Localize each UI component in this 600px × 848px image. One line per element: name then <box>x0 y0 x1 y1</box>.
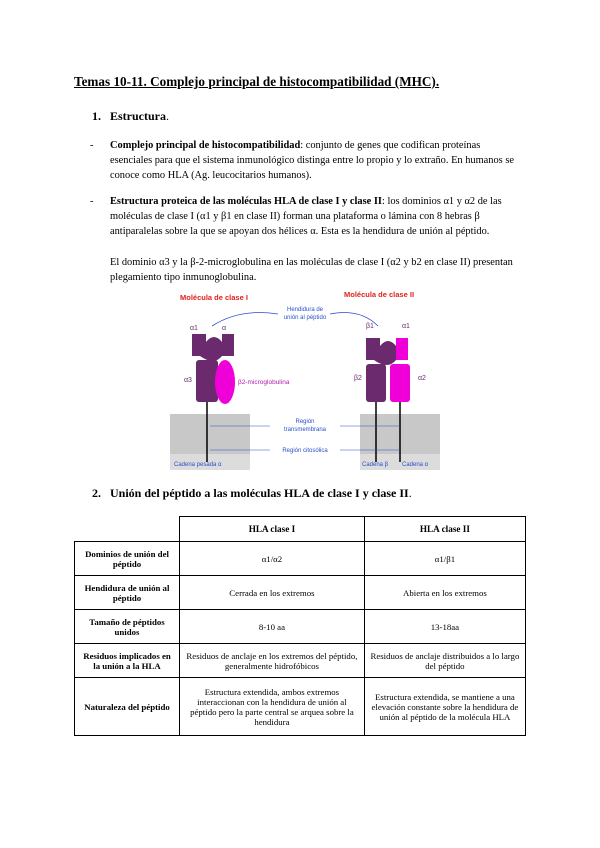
bullet-protein-structure <box>92 194 524 239</box>
cell-class1: Residuos de anclaje en los extremos del péptido, generalmente hidrofóbicos <box>180 644 365 678</box>
header-class2: HLA clase II <box>364 517 525 542</box>
label-alpha2-class2: α2 <box>418 375 426 382</box>
section-title: Estructura <box>110 109 166 123</box>
row-label: Residuos implicados en la unión a la HLA <box>75 644 180 678</box>
membrane-class1 <box>170 414 250 454</box>
label-class2: Molécula de clase II <box>344 290 415 299</box>
label-hendidura-1: Hendidura de <box>286 307 324 313</box>
table-row <box>75 576 526 610</box>
row-label: Hendidura de unión al péptido <box>75 576 180 610</box>
bullet-dash: - <box>90 140 94 151</box>
header-class1: HLA clase I <box>180 517 365 542</box>
cell-class2: Residuos de anclaje distribuidos a lo largo del péptido <box>364 644 525 678</box>
bullet-term: Estructura proteica de las moléculas HLA de clase I y clase II <box>110 196 382 207</box>
table-row <box>75 610 526 644</box>
table-header-row <box>75 517 526 542</box>
cell-class2: 13-18aa <box>364 610 525 644</box>
label-alpha1: α1 <box>190 325 198 332</box>
section-2-heading <box>92 486 412 501</box>
table-row <box>75 644 526 678</box>
row-label: Naturaleza del péptido <box>75 678 180 736</box>
table-row <box>75 678 526 736</box>
label-cadena-a: Cadena α <box>402 462 429 468</box>
section-title: Unión del péptido a las moléculas HLA de clase I y clase II <box>110 486 409 500</box>
label-cadena-b: Cadena β <box>362 462 389 468</box>
label-cadena-pesada: Cadena pesada α <box>174 462 222 468</box>
row-label: Tamaño de péptidos unidos <box>75 610 180 644</box>
section-title-suffix: . <box>166 109 169 123</box>
bullet-text: : los dominios α1 y α2 de las moléculas de clase I (α1 y β1 en clase II) forman una plataforma o lámina con 8 hebras β antiparalelas sobre la que se apoyan dos hélices α. Esta es la hendidura de unión al péptido. <box>110 196 502 237</box>
section-title-suffix: . <box>408 486 412 500</box>
bullet-mhc-definition <box>92 138 524 183</box>
mhc-structure-diagram <box>170 286 440 470</box>
label-beta2: β2 <box>354 375 362 382</box>
table-corner <box>75 517 180 542</box>
label-beta1: β1 <box>366 323 374 330</box>
label-hendidura-2: unión al péptido <box>283 315 327 321</box>
arrow-hendidura-left <box>212 313 278 327</box>
cell-class2: α1/β1 <box>364 542 525 576</box>
label-alpha1-class2: α1 <box>402 323 410 330</box>
cell-class1: 8-10 aa <box>180 610 365 644</box>
row-label: Dominios de unión del péptido <box>75 542 180 576</box>
label-alpha3: α3 <box>184 377 192 384</box>
cell-class1: Cerrada en los extremos <box>180 576 365 610</box>
label-b2m: β2-microglobulina <box>238 379 290 386</box>
cell-class1: Estructura extendida, ambos extremos interaccionan con la hendidura de unión al péptido pero la parte central se arquea sobre la hendidura <box>180 678 365 736</box>
paragraph-ig-fold: El dominio α3 y la β-2-microglobulina en las moléculas de clase I (α2 y b2 en clase II) presentan plegamiento tipo inmunoglobulina. <box>110 257 513 283</box>
bullet-term: Complejo principal de histocompatibilidad <box>110 140 301 151</box>
cell-class2: Abierta en los extremos <box>364 576 525 610</box>
hla-comparison-table <box>74 516 526 736</box>
section-1-heading <box>92 109 169 124</box>
page-title: Temas 10-11. Complejo principal de histocompatibilidad (MHC). <box>74 74 440 89</box>
section-number: 2. <box>92 486 101 500</box>
bullet-text: : conjunto de genes que codifican proteínas esenciales para que el sistema inmunológico distinga entre lo propio y lo extraño. En humanos se conoce como HLA (Ag. leucocitarios humanos). <box>110 140 514 181</box>
table-row <box>75 542 526 576</box>
bullet-dash: - <box>90 196 94 207</box>
cell-class1: α1/α2 <box>180 542 365 576</box>
section-number: 1. <box>92 109 101 123</box>
label-region-tm-1: Región <box>295 419 315 425</box>
label-region-cyt: Región citosólica <box>282 448 328 454</box>
label-alpha2: α <box>222 325 227 332</box>
label-class1: Molécula de clase I <box>180 293 248 302</box>
cell-class2: Estructura extendida, se mantiene a una elevación constante sobre la hendidura de unión al péptido de la molécula HLA <box>364 678 525 736</box>
label-region-tm-2: transmembrana <box>283 427 327 433</box>
